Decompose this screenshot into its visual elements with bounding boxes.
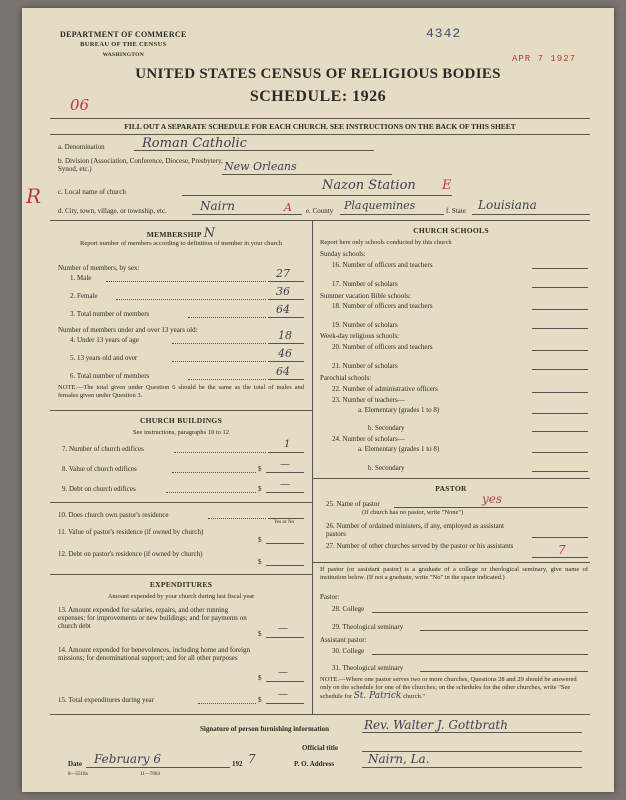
education-divider <box>312 562 590 563</box>
q13-label: 13. Amount expended for salaries, repairs, and other running expenses; for improvements or new buildings; and for payments on church debt <box>58 606 247 630</box>
year-prefix: 192 <box>232 760 243 768</box>
q6-value[interactable]: 64 <box>276 365 290 378</box>
q9-value[interactable]: — <box>280 479 290 490</box>
q5-label: 5. 13 years old and over <box>70 354 138 362</box>
q11-label: 11. Value of pastor's residence (if owned by church) <box>58 528 204 536</box>
expenditures-sub: Amount expended by your church during last fiscal year <box>107 593 255 600</box>
q19-line <box>532 328 588 329</box>
q11-dollar: $ <box>258 536 262 544</box>
instructions-banner: FILL OUT A SEPARATE SCHEDULE FOR EACH CHURCH. SEE INSTRUCTIONS ON THE BACK OF THIS SHEET <box>50 118 590 135</box>
q24b-label: b. Secondary <box>368 464 405 472</box>
dept-line-2: BUREAU OF THE CENSUS <box>80 41 167 48</box>
membership-heading <box>50 226 312 241</box>
q4-value[interactable]: 18 <box>278 329 292 342</box>
q1-value[interactable]: 27 <box>276 267 290 280</box>
signature-label: Signature of person furnishing information <box>200 725 329 733</box>
q13-value[interactable]: — <box>278 623 288 634</box>
pastor-heading: PASTOR <box>435 484 467 493</box>
q14-line <box>266 681 304 682</box>
q23b-label: b. Secondary <box>368 424 405 432</box>
q17-line <box>532 287 588 288</box>
buildings-heading: CHURCH BUILDINGS <box>139 416 223 425</box>
q23-label: 23. Number of teachers— <box>332 396 405 404</box>
pastor-note-value[interactable]: St. Patrick <box>353 691 402 701</box>
q3-label: 3. Total number of members <box>70 310 150 318</box>
dept-line-1: DEPARTMENT OF COMMERCE <box>60 30 187 39</box>
q15-label: 15. Total expenditures during year <box>58 696 154 704</box>
county-label: e. County <box>306 207 334 215</box>
division-line <box>222 174 392 175</box>
membership-note: NOTE.—The total given under Question 6 should be the same as the total of males and females given under Question 3. <box>58 384 304 399</box>
q2-value[interactable]: 36 <box>276 285 290 298</box>
q18-line <box>532 309 588 310</box>
county-line <box>340 214 444 215</box>
q14-value[interactable]: — <box>278 667 288 678</box>
margin-mark-r: R <box>26 184 42 208</box>
q3-value[interactable]: 64 <box>276 303 290 316</box>
q15-line <box>266 703 304 704</box>
city-line <box>192 214 302 215</box>
schools-sub: Report here only schools conducted by this church <box>320 239 452 246</box>
form-code: 8—5518a <box>68 772 88 777</box>
form-title: UNITED STATES CENSUS OF RELIGIOUS BODIES <box>135 66 501 82</box>
q6-label: 6. Total number of members <box>70 372 150 380</box>
q20-label: 20. Number of officers and teachers <box>332 343 433 351</box>
top-divider <box>50 220 590 221</box>
q23a-line <box>532 413 588 414</box>
q2-dots <box>116 299 266 300</box>
q22-label: 22. Number of administrative officers <box>332 385 438 393</box>
po-address-value[interactable]: Nairn, La. <box>368 752 430 766</box>
q2-line <box>268 299 304 300</box>
pastor-note-end: church." <box>403 693 425 700</box>
dept-line-3: WASHINGTON <box>102 52 145 58</box>
q12-dollar: $ <box>258 558 262 566</box>
q1-label: 1. Male <box>70 274 92 282</box>
q24-label: 24. Number of scholars— <box>332 435 405 443</box>
footer-divider <box>50 714 590 715</box>
q15-dollar: $ <box>258 696 262 704</box>
q18-label: 18. Number of officers and teachers <box>332 302 433 310</box>
q12-label: 12. Debt on pastor's residence (if owned by church) <box>58 550 203 558</box>
membership-intro: Report number of members according to definition of member in your church <box>80 240 282 247</box>
state-line <box>472 214 590 215</box>
column-divider <box>312 220 313 714</box>
q10-dots <box>208 518 266 519</box>
buildings-sub: See instructions, paragraphs 10 to 12 <box>132 429 230 436</box>
print-code: 11—7604 <box>140 772 160 777</box>
graduate-instructions: If pastor (or assistant pastor) is a graduate of a college or theological seminary, give name of institution below. (If not a graduate, write "No" in the space indicated.) <box>320 566 588 581</box>
q1-dots <box>106 281 266 282</box>
q23a-label: a. Elementary (grades 1 to 8) <box>358 406 440 414</box>
department-header <box>60 30 187 60</box>
local-name-line <box>182 195 452 196</box>
state-value[interactable]: Louisiana <box>478 198 537 212</box>
pastor-divider <box>312 478 590 479</box>
weekday-label: Week-day religious schools: <box>320 332 400 340</box>
sunday-label: Sunday schools: <box>320 250 366 258</box>
q1-line <box>268 281 304 282</box>
q10-line <box>268 518 304 519</box>
q8-line <box>266 472 304 473</box>
q4-line <box>268 343 304 344</box>
official-title-label: Official title <box>302 744 338 752</box>
q6-line <box>268 379 304 380</box>
po-address-line <box>362 767 582 768</box>
q8-label: 8. Value of church edifices <box>62 465 137 473</box>
schools-heading: CHURCH SCHOOLS <box>413 226 489 235</box>
city-label: d. City, town, village, or township, etc. <box>58 207 167 215</box>
q5-value[interactable]: 46 <box>278 347 292 360</box>
q8-value[interactable]: — <box>280 459 290 470</box>
denomination-value[interactable]: Roman Catholic <box>142 136 247 151</box>
county-value[interactable]: Plaquemines <box>344 199 416 212</box>
q27-value[interactable]: 7 <box>558 543 566 557</box>
q6-dots <box>188 379 266 380</box>
q7-label: 7. Number of church edifices <box>62 445 144 453</box>
received-date-stamp: APR 7 1927 <box>512 54 577 64</box>
state-label: f. State <box>446 207 466 215</box>
q3-line <box>268 317 304 318</box>
q9-line <box>266 492 304 493</box>
q2-label: 2. Female <box>70 292 98 300</box>
q24a-label: a. Elementary (grades 1 to 8) <box>358 445 440 453</box>
q25-line <box>394 507 588 508</box>
q14-label: 14. Amount expended for benevolences, including home and foreign missions; for denominational support; and for all other purposes <box>58 646 251 662</box>
q7-value[interactable]: 1 <box>284 439 291 450</box>
q31-line <box>420 671 588 672</box>
local-name-value[interactable]: Nazon Station <box>322 178 416 193</box>
membership-mark: N <box>203 226 216 241</box>
q24b-line <box>532 471 588 472</box>
serial-number: 4342 <box>426 26 462 41</box>
vacation-label: Summer vacation Bible schools: <box>320 292 411 300</box>
parochial-label: Parochial schools: <box>320 374 372 382</box>
assistant-subhead: Assistant pastor: <box>320 636 367 644</box>
membership-title: MEMBERSHIP <box>146 230 202 239</box>
q16-line <box>532 268 588 269</box>
q31-label: 31. Theological seminary <box>332 664 404 672</box>
q13-line <box>266 637 304 638</box>
division-value[interactable]: New Orleans <box>224 160 297 173</box>
q20-line <box>532 350 588 351</box>
q3-dots <box>188 317 266 318</box>
census-form-page <box>22 8 614 792</box>
q22-line <box>532 392 588 393</box>
age-groups-label: Number of members under and over 13 years old: <box>58 326 198 334</box>
q11-line <box>266 543 304 544</box>
q26-label: 26. Number of ordained ministers, if any, employed as assistant pastors <box>326 522 505 538</box>
q16-label: 16. Number of officers and teachers <box>332 261 433 269</box>
q21-line <box>532 369 588 370</box>
q8-dollar: $ <box>258 465 262 473</box>
q9-dollar: $ <box>258 485 262 493</box>
q27-line <box>532 557 588 558</box>
q14-dollar: $ <box>258 674 262 682</box>
pastor-subhead: Pastor: <box>320 593 340 601</box>
q9-label: 9. Debt on church edifices <box>62 485 136 493</box>
q30-label: 30. College <box>332 647 365 655</box>
date-label: Date <box>68 760 82 768</box>
q13-dollar: $ <box>258 630 262 638</box>
q5-line <box>268 361 304 362</box>
q21-label: 21. Number of scholars <box>332 362 398 370</box>
q29-line <box>420 630 588 631</box>
year-value[interactable]: 7 <box>248 752 256 766</box>
q26-line <box>532 537 588 538</box>
city-value[interactable]: Nairn <box>200 199 235 213</box>
margin-mark-a: A <box>284 201 292 214</box>
q24a-line <box>532 452 588 453</box>
pastor-note <box>320 676 588 701</box>
q5-dots <box>172 361 266 362</box>
expenditures-divider <box>50 574 312 575</box>
q15-value[interactable]: — <box>278 689 288 700</box>
date-value[interactable]: February 6 <box>94 752 162 766</box>
q12-line <box>266 565 304 566</box>
form-schedule: SCHEDULE: 1926 <box>249 88 387 105</box>
margin-mark-e: E <box>442 178 452 193</box>
signature-value[interactable]: Rev. Walter J. Gottbrath <box>364 718 508 732</box>
date-line <box>86 767 230 768</box>
q7-line <box>268 452 304 453</box>
signature-line <box>362 732 582 733</box>
buildings-divider <box>50 410 312 411</box>
q23b-line <box>532 431 588 432</box>
division-label: b. Division (Association, Conference, Diocese, Presbytery, Synod, etc.) <box>58 157 223 173</box>
q4-label: 4. Under 13 years of age <box>70 336 139 344</box>
po-address-label: P. O. Address <box>294 760 335 768</box>
form-code-handwritten: 06 <box>70 96 90 114</box>
residence-divider <box>50 502 312 503</box>
q10-label: 10. Does church own pastor's residence <box>58 511 169 519</box>
q29-label: 29. Theological seminary <box>332 623 404 631</box>
q25-value[interactable]: yes <box>482 492 503 506</box>
q28-label: 28. College <box>332 605 365 613</box>
q17-label: 17. Number of scholars <box>332 280 398 288</box>
q25-label: 25. Name of pastor <box>326 500 380 508</box>
q30-line <box>372 654 588 655</box>
q9-dots <box>166 492 256 493</box>
yes-no-hint: Yes or No <box>274 520 295 525</box>
expenditures-heading: EXPENDITURES <box>149 580 213 589</box>
q27-label: 27. Number of other churches served by the pastor or his assistants <box>326 542 514 550</box>
q4-dots <box>172 343 266 344</box>
pastor-note-text: NOTE.—Where one pastor serves two or more churches, Questions 28 and 29 should be answered only on the schedule for one of the churches; on the schedules for the other churches, write "See schedule for <box>320 676 577 700</box>
by-sex-label: Number of members, by sex: <box>58 264 140 272</box>
local-name-label: c. Local name of church <box>58 188 126 196</box>
q19-label: 19. Number of scholars <box>332 321 398 329</box>
q25-note: (If church has no pastor, write "None") <box>362 509 464 516</box>
denomination-label: a. Denomination <box>58 143 105 151</box>
q15-dots <box>198 703 256 704</box>
q8-dots <box>172 472 256 473</box>
q28-line <box>372 612 588 613</box>
q7-dots <box>174 452 266 453</box>
